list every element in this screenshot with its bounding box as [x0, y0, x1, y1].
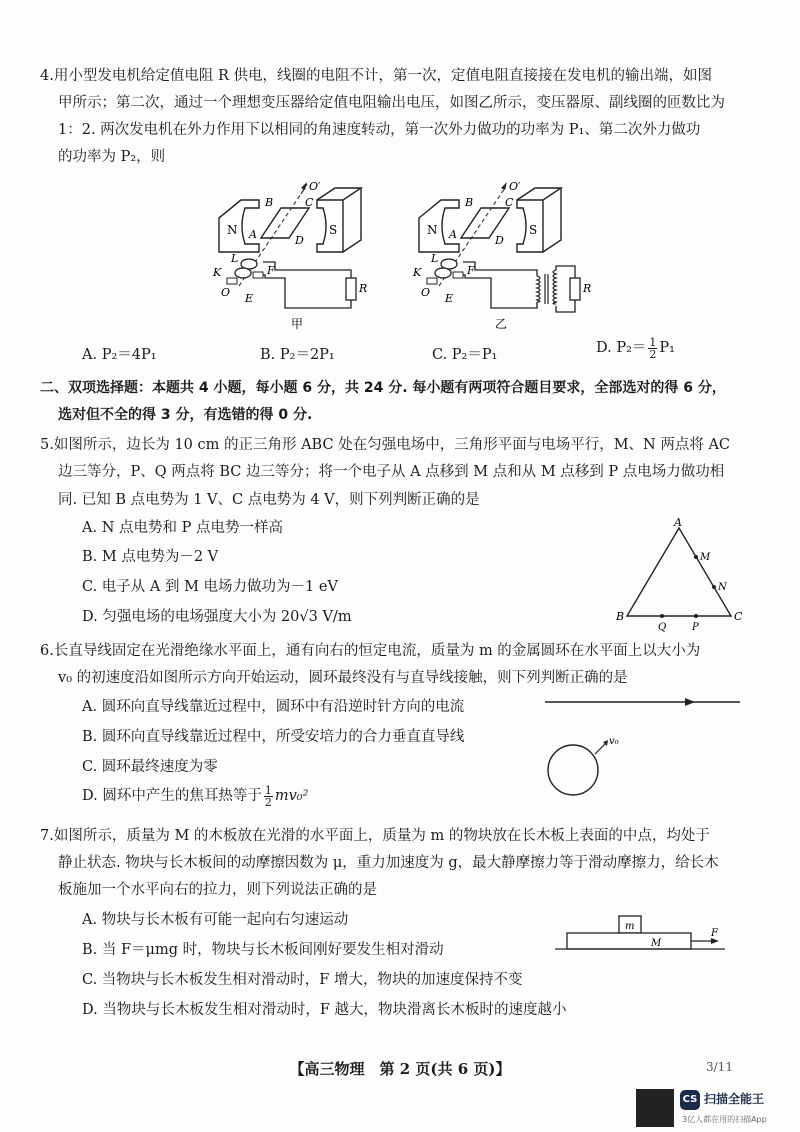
- q6-option-b: B. 圆环向直导线靠近过程中，所受安培力的合力垂直直导线: [82, 729, 465, 745]
- q6-option-d-suffix: mv₀²: [274, 788, 309, 804]
- label-L: L: [231, 252, 239, 265]
- q5-option-a: A. N 点电势和 P 点电势一样高: [82, 520, 283, 536]
- label-S: S: [529, 223, 538, 237]
- q5-option-c: C. 电子从 A 到 M 电场力做功为－1 eV: [82, 579, 338, 595]
- block-label-m: m: [625, 921, 635, 932]
- label-E: E: [245, 292, 254, 305]
- q4-option-d-prefix: D. P₂＝: [596, 340, 647, 356]
- label-N: N: [427, 223, 438, 237]
- label-F: F: [467, 264, 475, 277]
- q4-option-a: A. P₂＝4P₁: [82, 347, 157, 363]
- q6-option-c: C. 圆环最终速度为零: [82, 759, 218, 775]
- label-A: A: [449, 228, 457, 241]
- section-2-heading: 二、双项选择题：本题共 4 小题，每小题 6 分，共 24 分. 每小题有两项符合题目要求，全部选对的得 6 分，: [40, 380, 726, 396]
- label-E: E: [445, 292, 454, 305]
- label-R: R: [583, 282, 592, 295]
- q7-line-3: 板施加一个水平向右的拉力，则下列说法正确的是: [58, 882, 377, 898]
- q4-option-d: [596, 336, 675, 360]
- q5-option-b: B. M 点电势为－2 V: [82, 549, 219, 565]
- q6-line-1: 6.长直导线固定在光滑绝缘水平面上，通有向右的恒定电流，质量为 m 的金属圆环在水平面上以大小为: [40, 643, 701, 659]
- point-p: P: [692, 622, 699, 633]
- scanner-app-name: 扫描全能王: [704, 1092, 765, 1106]
- q6-line-2: v₀ 的初速度沿如图所示方向开始运动，圆环最终没有与直导线接触，则下列判断正确的是: [58, 670, 628, 686]
- label-S: S: [329, 223, 338, 237]
- q7-option-a: A. 物块与长木板有可能一起向右匀速运动: [82, 912, 349, 928]
- fraction-denominator: 2: [649, 347, 657, 361]
- q7-option-c: C. 当物块与长木板发生相对滑动时，F 增大，物块的加速度保持不变: [82, 972, 523, 988]
- q5-line-1: 5.如图所示，边长为 10 cm 的正三角形 ABC 处在匀强电场中，三角形平面与电场平行，M、N 两点将 AC: [40, 437, 731, 453]
- label-D: D: [295, 234, 304, 247]
- label-O-prime: O′: [309, 180, 321, 193]
- scanner-tagline: 3亿人都在用的扫描App: [682, 1115, 767, 1124]
- label-D: D: [495, 234, 504, 247]
- q6-option-d-prefix: D. 圆环中产生的焦耳热等于: [82, 788, 262, 804]
- point-n: N: [718, 582, 727, 593]
- label-N: N: [227, 223, 238, 237]
- wire-ring-figure: [545, 692, 755, 804]
- q4-line-4: 的功率为 P₂，则: [58, 149, 166, 165]
- q4-option-c: C. P₂＝P₁: [432, 347, 498, 363]
- qr-code-icon: [636, 1089, 674, 1127]
- point-m: M: [700, 552, 711, 563]
- board-label-M: M: [651, 938, 662, 949]
- page-code: 3/11: [706, 1060, 733, 1074]
- fraction-numerator: 1: [264, 783, 272, 797]
- q4-line-1: 4.用小型发电机给定值电阻 R 供电，线圈的电阻不计，第一次，定值电阻直接接在发电机的输出端，如图: [40, 68, 712, 84]
- label-O: O: [421, 286, 431, 299]
- label-O: O: [221, 286, 231, 299]
- label-A: A: [249, 228, 257, 241]
- q6-option-a: A. 圆环向直导线靠近过程中，圆环中有沿逆时针方向的电流: [82, 699, 465, 715]
- q4-line-2: 甲所示；第二次，通过一个理想变压器给定值电阻输出电压，如图乙所示，变压器原、副线圈的匝数比为: [58, 95, 725, 111]
- q7-option-b: B. 当 F＝μmg 时，物块与长木板间刚好要发生相对滑动: [82, 942, 444, 958]
- q7-option-d: D. 当物块与长木板发生相对滑动时，F 越大，物块滑离长木板时的速度越小: [82, 1002, 567, 1018]
- q6-option-d: [82, 784, 308, 808]
- label-B: B: [465, 196, 474, 209]
- label-L: L: [431, 252, 439, 265]
- label-K: K: [413, 266, 422, 279]
- section-2-note: 选对但不全的得 3 分，有选错的得 0 分.: [58, 407, 313, 423]
- vertex-b: B: [616, 610, 625, 623]
- label-B: B: [265, 196, 274, 209]
- force-label-F: F: [711, 928, 718, 939]
- triangle-figure: [610, 516, 750, 634]
- q4-line-3: 1：2. 两次发电机在外力作用下以相同的角速度转动，第一次外力做功的功率为 P₁、第二次外力做功: [58, 122, 701, 138]
- fraction-numerator: 1: [649, 335, 657, 349]
- label-K: K: [213, 266, 222, 279]
- fraction-half: [648, 337, 657, 360]
- label-F: F: [267, 264, 275, 277]
- caption-jia: 甲: [290, 317, 304, 331]
- page-footer: 【高三物理 第 2 页(共 6 页)】: [289, 1060, 511, 1078]
- q5-line-3: 同. 已知 B 点电势为 1 V、C 点电势为 4 V，则下列判断正确的是: [58, 492, 480, 508]
- vertex-c: C: [734, 610, 743, 623]
- q7-line-2: 静止状态. 物块与长木板间的动摩擦因数为 μ，重力加速度为 g，最大静摩擦力等于滑动摩擦力，给长木: [58, 855, 719, 871]
- velocity-label: v₀: [609, 736, 619, 747]
- camscanner-logo-icon: CS: [680, 1090, 700, 1110]
- q5-line-2: 边三等分，P、Q 两点将 BC 边三等分；将一个电子从 A 点移到 M 点和从 M 点移到 P 点电场力做功相: [58, 464, 725, 480]
- fraction-half: [264, 785, 273, 808]
- vertex-a: A: [674, 516, 682, 529]
- fraction-denominator: 2: [264, 795, 272, 809]
- block-board-figure: [555, 908, 730, 958]
- q7-line-1: 7.如图所示，质量为 M 的木板放在光滑的水平面上，质量为 m 的物块放在长木板上表面的中点，均处于: [40, 828, 710, 844]
- point-q: Q: [658, 622, 667, 633]
- label-C: C: [305, 196, 314, 209]
- generator-figure-jia: [205, 178, 390, 333]
- generator-figure-yi: [405, 178, 600, 333]
- label-C: C: [505, 196, 514, 209]
- q4-option-b: B. P₂＝2P₁: [260, 347, 335, 363]
- caption-yi: 乙: [494, 317, 508, 331]
- q4-option-d-suffix: P₁: [659, 340, 675, 356]
- label-R: R: [359, 282, 368, 295]
- q5-option-d: D. 匀强电场的电场强度大小为 20√3 V/m: [82, 609, 352, 625]
- label-O-prime: O′: [509, 180, 521, 193]
